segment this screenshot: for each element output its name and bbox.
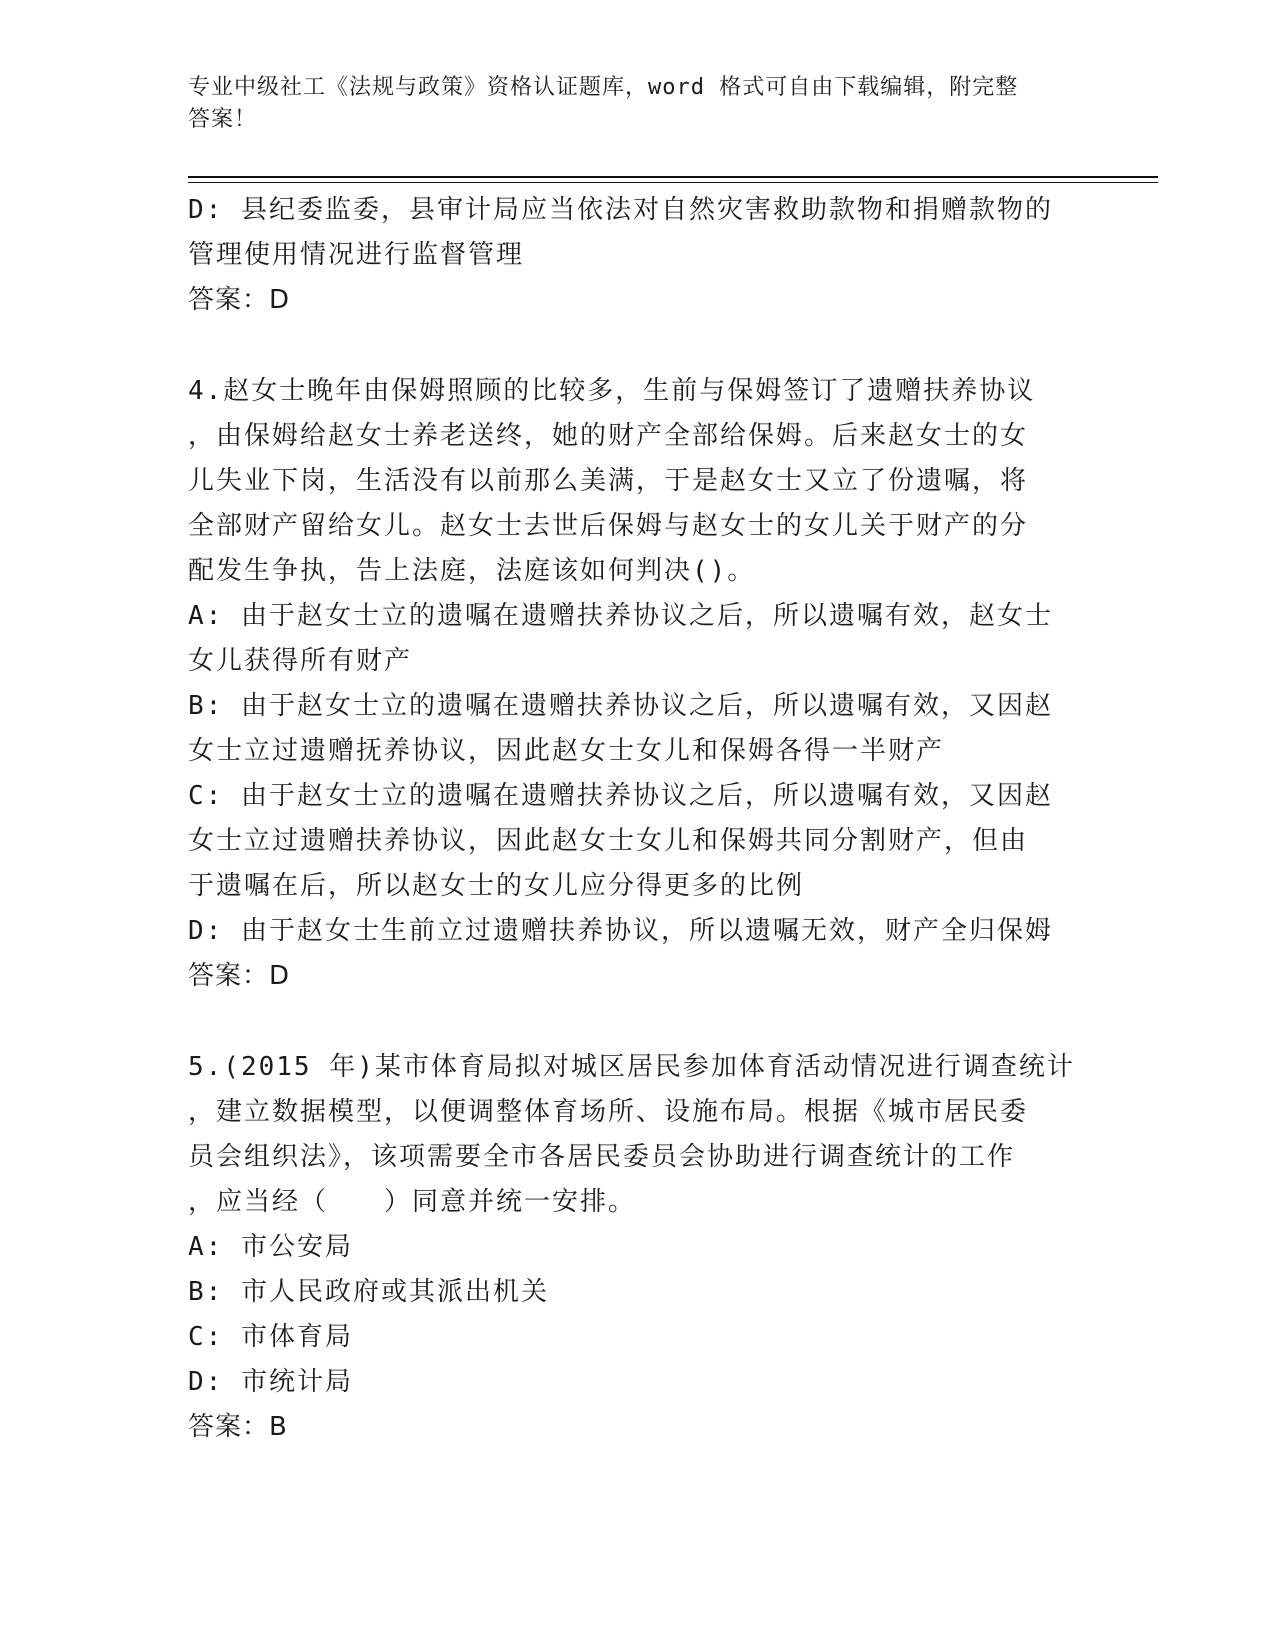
q4-option-c-line: C: 由于赵女士立的遗嘱在遗赠扶养协议之后，所以遗嘱有效，又因赵 — [188, 781, 1053, 811]
header-divider-thin — [188, 182, 1158, 183]
q4-option-a-line: 女儿获得所有财产 — [188, 646, 413, 676]
q3-option-d-line: D: 县纪委监委，县审计局应当依法对自然灾害救助款物和捐赠款物的 — [188, 195, 1053, 225]
q5-option-a: A: 市公安局 — [188, 1232, 353, 1262]
q5-option-c: C: 市体育局 — [188, 1322, 353, 1352]
question-4 — [188, 369, 1088, 999]
q5-stem-line: ，应当经（ ）同意并统一安排。 — [188, 1187, 637, 1217]
header-divider-thick — [188, 176, 1158, 178]
question-5 — [188, 1045, 1088, 1450]
q5-answer: 答案：B — [188, 1412, 288, 1442]
header-line-2: 答案！ — [188, 107, 258, 132]
q4-option-d-line: D: 由于赵女士生前立过遗赠扶养协议，所以遗嘱无效，财产全归保姆 — [188, 916, 1053, 946]
q5-option-d: D: 市统计局 — [188, 1367, 353, 1397]
question-3-tail — [188, 188, 1088, 323]
q5-stem-line: 员会组织法》，该项需要全市各居民委员会协助进行调查统计的工作 — [188, 1142, 1016, 1172]
q5-option-b: B: 市人民政府或其派出机关 — [188, 1277, 549, 1307]
q4-stem-line: ，由保姆给赵女士养老送终，她的财产全部给保姆。后来赵女士的女 — [188, 421, 1029, 451]
q4-stem-line: 全部财产留给女儿。赵女士去世后保姆与赵女士的女儿关于财产的分 — [188, 511, 1029, 541]
q4-stem-line: 儿失业下岗，生活没有以前那么美满，于是赵女士又立了份遗嘱，将 — [188, 466, 1029, 496]
q4-answer: 答案：D — [188, 961, 291, 991]
q3-answer: 答案：D — [188, 285, 291, 315]
q4-option-a-line: A: 由于赵女士立的遗嘱在遗赠扶养协议之后，所以遗嘱有效，赵女士 — [188, 601, 1053, 631]
q4-option-b-line: 女士立过遗赠抚养协议，因此赵女士女儿和保姆各得一半财产 — [188, 736, 945, 766]
spacer — [188, 999, 1088, 1045]
spacer — [188, 323, 1088, 369]
page-header — [188, 72, 1068, 136]
q4-stem-line: 4.赵女士晚年由保姆照顾的比较多，生前与保姆签订了遗赠扶养协议 — [188, 376, 1036, 406]
question-content — [188, 188, 1088, 1450]
q5-stem-line: 5.(2015 年)某市体育局拟对城区居民参加体育活动情况进行调查统计 — [188, 1052, 1075, 1082]
q3-option-d-line: 管理使用情况进行监督管理 — [188, 240, 525, 270]
q4-stem-line: 配发生争执，告上法庭，法庭该如何判决()。 — [188, 556, 756, 586]
q4-option-c-line: 女士立过遗赠扶养协议，因此赵女士女儿和保姆共同分割财产，但由 — [188, 826, 1029, 856]
q4-option-c-line: 于遗嘱在后，所以赵女士的女儿应分得更多的比例 — [188, 871, 805, 901]
q5-stem-line: ，建立数据模型，以便调整体育场所、设施布局。根据《城市居民委 — [188, 1097, 1029, 1127]
header-line-1: 专业中级社工《法规与政策》资格认证题库，word 格式可自由下载编辑，附完整 — [188, 75, 1019, 100]
q4-option-b-line: B: 由于赵女士立的遗嘱在遗赠扶养协议之后，所以遗嘱有效，又因赵 — [188, 691, 1053, 721]
